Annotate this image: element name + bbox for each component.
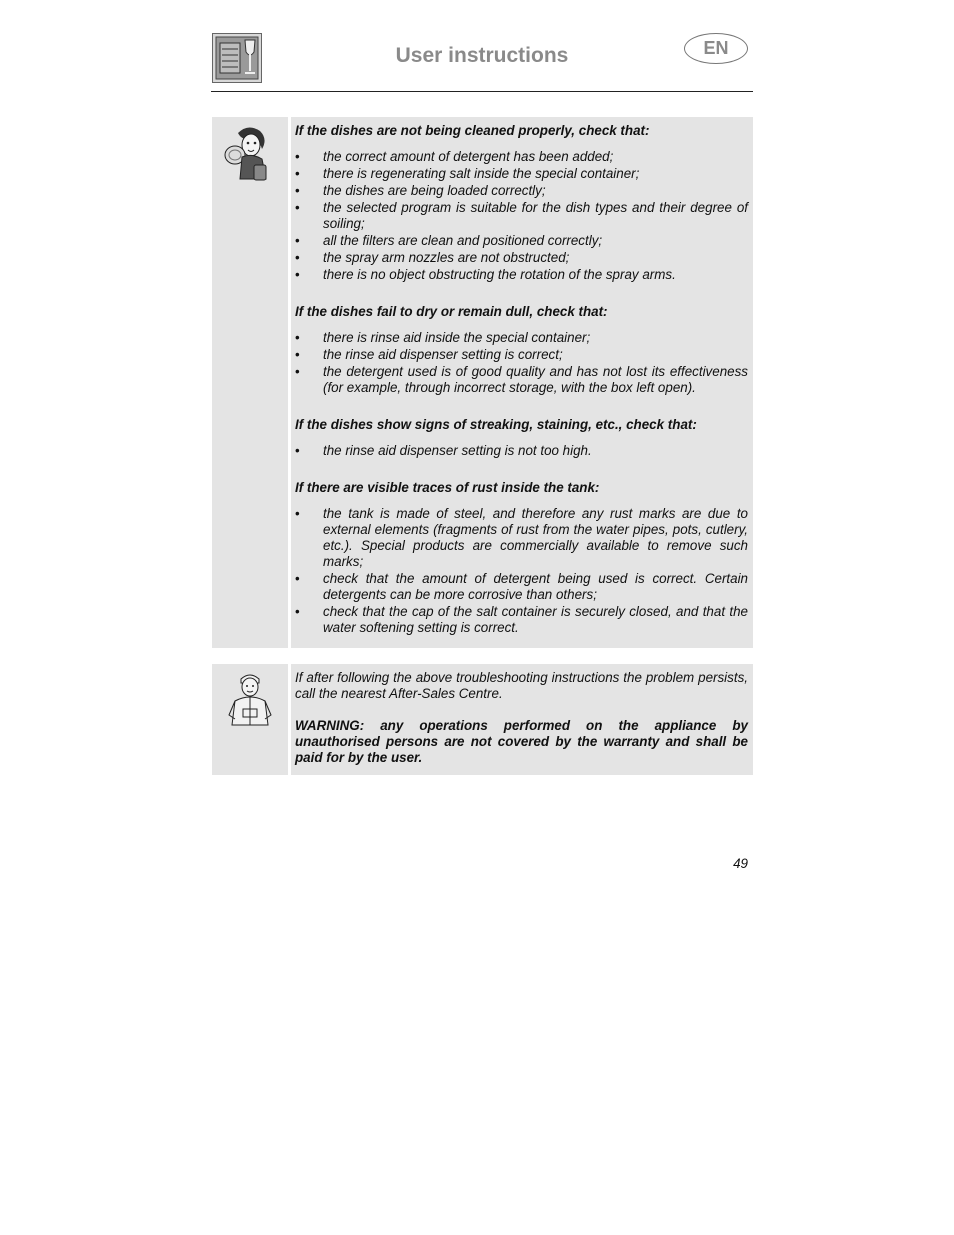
warranty-warning: WARNING: any operations performed on the appliance by unauthorised persons are not covered by the warranty and shall be paid for by the user. bbox=[295, 718, 748, 765]
section-not-cleaned bbox=[295, 123, 748, 283]
list-item: • the detergent used is of good quality and has not lost its effectiveness (for example, through incorrect storage, with the box left open). bbox=[295, 364, 748, 396]
check-list bbox=[295, 443, 748, 459]
check-list bbox=[295, 149, 748, 283]
check-list bbox=[295, 330, 748, 396]
page-number: 49 bbox=[733, 856, 748, 871]
technician-icon bbox=[225, 671, 275, 727]
check-list bbox=[295, 506, 748, 636]
list-item: • the rinse aid dispenser setting is correct; bbox=[295, 347, 748, 363]
troubleshooting-panel bbox=[212, 117, 753, 648]
section-streaking bbox=[295, 417, 748, 459]
section-heading: If the dishes show signs of streaking, staining, etc., check that: bbox=[295, 417, 697, 432]
list-item: • the dishes are being loaded correctly; bbox=[295, 183, 748, 199]
list-item: • there is regenerating salt inside the special container; bbox=[295, 166, 748, 182]
page-header bbox=[211, 30, 753, 92]
section-fail-to-dry bbox=[295, 304, 748, 396]
woman-with-plates-icon bbox=[224, 125, 272, 183]
list-item: • check that the cap of the salt container is securely closed, and that the water softening setting is correct. bbox=[295, 604, 748, 636]
list-item: • the spray arm nozzles are not obstructed; bbox=[295, 250, 748, 266]
service-paragraph: If after following the above troubleshooting instructions the problem persists, call the nearest After-Sales Centre. bbox=[295, 670, 748, 701]
section-heading: If there are visible traces of rust inside the tank: bbox=[295, 480, 600, 495]
header-divider bbox=[211, 91, 753, 92]
service-content bbox=[291, 664, 753, 775]
section-rust bbox=[295, 480, 748, 636]
list-item: • the tank is made of steel, and therefore any rust marks are due to external elements (fragments of rust from the water pipes, pots, cutlery, etc.). Special products are commercially available to remove such marks; bbox=[295, 506, 748, 570]
panel-icon-column bbox=[212, 117, 288, 648]
language-badge: EN bbox=[684, 33, 748, 64]
page-title: User instructions bbox=[395, 44, 569, 67]
troubleshooting-content bbox=[291, 117, 753, 648]
list-item: • the selected program is suitable for the dish types and their degree of soiling; bbox=[295, 200, 748, 232]
section-heading: If the dishes fail to dry or remain dull, check that: bbox=[295, 304, 608, 319]
list-item: • there is rinse aid inside the special container; bbox=[295, 330, 748, 346]
list-item: • check that the amount of detergent being used is correct. Certain detergents can be more corrosive than others; bbox=[295, 571, 748, 603]
panel-icon-column bbox=[212, 664, 288, 775]
list-item: • all the filters are clean and positioned correctly; bbox=[295, 233, 748, 249]
list-item: • the rinse aid dispenser setting is not too high. bbox=[295, 443, 748, 459]
list-item: • the correct amount of detergent has been added; bbox=[295, 149, 748, 165]
section-heading: If the dishes are not being cleaned properly, check that: bbox=[295, 123, 650, 138]
list-item: • there is no object obstructing the rotation of the spray arms. bbox=[295, 267, 748, 283]
service-panel bbox=[212, 664, 753, 775]
